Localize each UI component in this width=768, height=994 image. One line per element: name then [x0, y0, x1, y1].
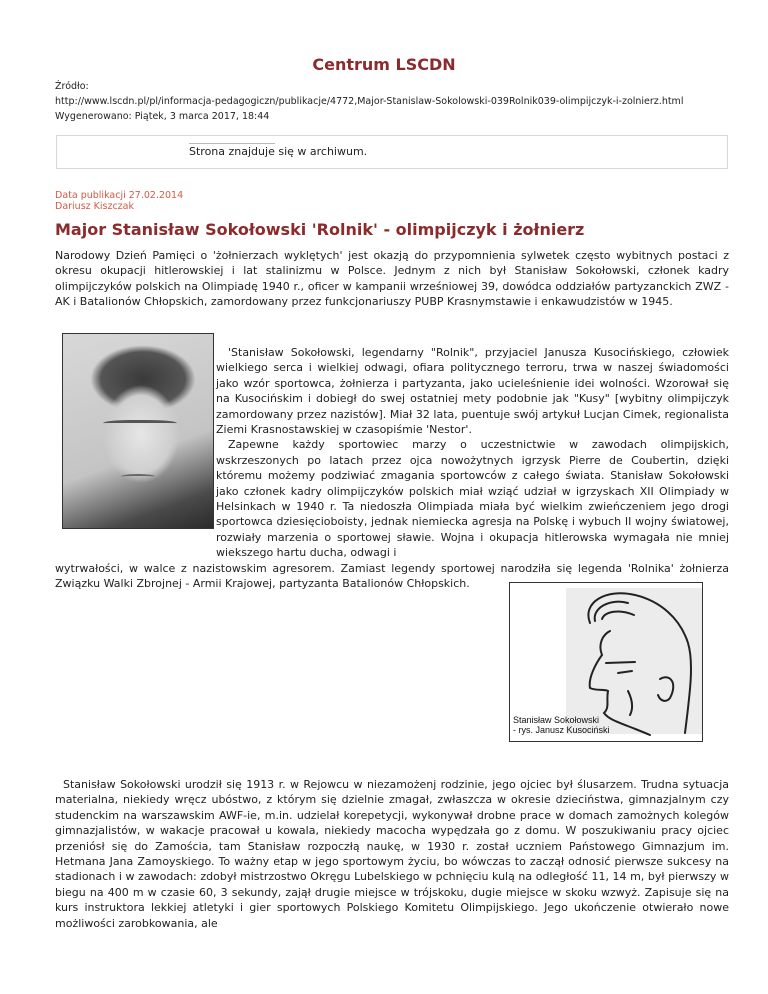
portrait-eyes-detail: [103, 420, 177, 428]
source-label: Źródło:: [55, 81, 89, 92]
portrait-mouth-detail: [121, 474, 155, 479]
caricature-caption-line2: - rys. Janusz Kusociński: [513, 725, 610, 735]
biography-paragraph: Stanisław Sokołowski urodził się 1913 r. w Rejowcu w niezamożenj rodzinie, jego ojciec był ślusarzem. Trudna sytuacja materialna, niekiedy wręcz ubóstwo, z którym się dzielnie zmagał, zwłaszcza w okresie dzieciństwa, gimnazjalnym czy studenckim na warszawskim AWF-ie, m.in. udzielał korepetycji, wykonywał drobne prace w domach zamożnych kolegów gimnazjalistów, w wakacje pracował u kowala, niekiedy macocha wypędzała go z domu. W poszukiwaniu pracy ojciec przeniósł się do Zamościa, tam Stanisław rozpoczłą naukę, w 1930 r. został uczniem Państowego Gimnazjum im. Hetmana Jana Zamoyskiego. To ważny etap w jego sportowym życiu, bo wówczas to zaczął odnosić pierwsze sukcesy na stadionach i w zawodach: zdobył mistrzostwo Okręgu Lubelskiego w pchnięciu kulą na odległość 11, 14 m, był pierwszy w biegu na 400 m w czasie 60, 3 sekundy, zajął drugie miejsce w trójskoku, dugie miejsce w skoku wzwyż. Zapisuje się na kurs instruktora lekkiej atletyki i gier sportowych Polskiego Komitetu Olimpijskiego. Jego ukończenie otwierało nowe możliwości zarobkowania, ale: [55, 778, 729, 930]
source-url[interactable]: http://www.lscdn.pl/pl/informacja-pedagogiczn/publikacje/4772,Major-Stanislaw-Sokolowski-039Rolnik039-olimpijczyk-i-zolnierz.html: [55, 96, 684, 107]
archive-divider: [189, 143, 275, 144]
site-title: Centrum LSCDN: [312, 55, 456, 74]
caricature-image: [509, 582, 703, 742]
olympic-paragraph: Zapewne każdy sportowiec marzy o uczestnictwie w zawodach olimpijskich, wskrzeszonych po latach przez ojca nowożytnych igrzysk Pierre de Coubertin, dzięki któremu możemy podziwiać zmagania sportowców z całego świata. Stanisław Sokołowski jako członek kadry olimpijczyków polskich miał wziąć udział w igrzyskach XII Olimpiady w Helsinkach w 1940 r. Ta niedoszła Olimpiada miała być wielkim zwieńczeniem jego drogi sportowca dziesięcioboisty, jednak niemiecka agresja na Polskę i wybuch II wojny światowej, rozwiały marzenia o sportowej sławie. Wojna i okupacja hitlerowska wymagała nie mniej wiekszego hartu ducha, odwagi i: [216, 438, 729, 560]
caricature-caption: [513, 715, 610, 735]
lead-paragraph: Narodowy Dzień Pamięci o 'żołnierzach wyklętych' jest okazją do przypomnienia sylwetek często wybitnych postaci z okresu okupacji hitlerowskiej i lat stalinizmu w Polsce. Jednym z nich był Stanisław Sokołowski, członek kadry olimpijczyków polskich na Olimpiadę 1940 r., oficer w kampanii wrześniowej 39, dowódca oddziałów partyzanckich ZWZ - AK i Batalionów Chłopskich, zamordowany przez funkcjonariuszy PUBP Krasnymstawie i enkawudzistów w 1945.: [55, 249, 729, 309]
source-meta: [55, 79, 683, 124]
author-name: Dariusz Kiszczak: [55, 201, 134, 212]
quote-section: [216, 345, 729, 561]
olympic-paragraph-tail: wytrwałości, w walce z nazistowskim agresorem. Zamiast legendy sportowej narodziła się legenda 'Rolnika' żołnierza Związku Walki Zbrojnej - Armii Krajowej, partyzanta Batalionów Chłopskich.: [55, 562, 729, 591]
archive-notice: [56, 135, 728, 169]
publication-info: [55, 190, 183, 212]
generated-timestamp: Wygenerowano: Piątek, 3 marca 2017, 18:44: [55, 111, 270, 122]
biography-section: [55, 777, 729, 931]
quote-paragraph: 'Stanisław Sokołowski, legendarny "Rolnik", przyjaciel Janusza Kusocińskiego, człowiek wielkiego serca i wielkiej odwagi, ofiara politycznego terroru, trwa w naszej świadomości jako wzór sportowca, żołnierza i partyzanta, jako ucieleśnienie idei wolności. Wzorował się na Kusocińskim i dobiegł do swej ostatniej mety podobnie jak "Kusy" [wybitny olimpijczyk zamordowany przez nazistów]. Miał 32 lata, puentuje swój artykuł Lucjan Cimek, regionalista Ziemi Krasnostawskiej w czasopiśmie 'Nestor'.: [216, 346, 729, 437]
article-title: Major Stanisław Sokołowski 'Rolnik' - olimpijczyk i żołnierz: [55, 220, 585, 239]
publication-date: Data publikacji 27.02.2014: [55, 190, 184, 201]
portrait-photo: [62, 333, 214, 529]
archive-text: Strona znajduje się w archiwum.: [189, 145, 368, 158]
caricature-caption-line1: Stanisław Sokołowski: [513, 715, 600, 725]
